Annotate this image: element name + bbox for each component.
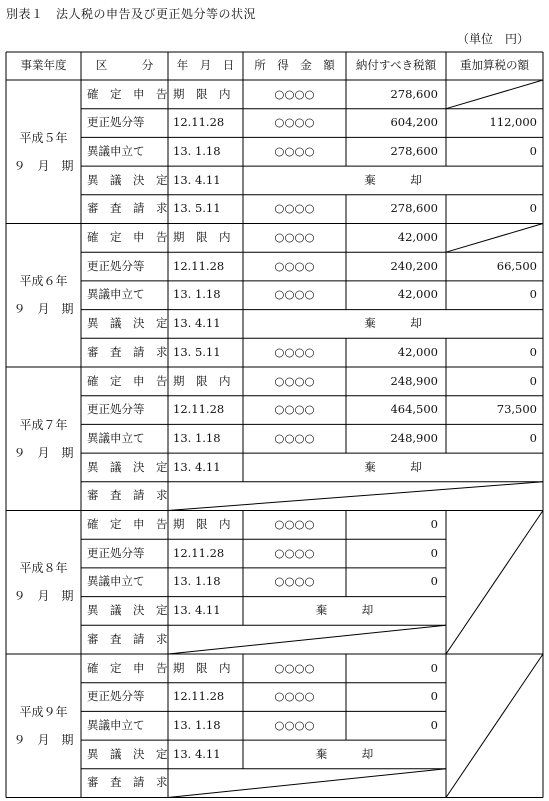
tax-cell: 0 (430, 545, 438, 560)
fiscal-period: ９ 月 期 (13, 732, 74, 747)
category-cell: 確 定 申 告 (87, 660, 168, 675)
date-cell: 13. 4.11 (173, 459, 221, 474)
tax-cell: 604,200 (390, 115, 438, 130)
date-cell: 期 限 内 (173, 660, 231, 675)
tax-cell: 42,000 (397, 230, 438, 245)
header-penalty: 重加算税の額 (460, 58, 529, 73)
category-cell: 異 議 決 定 (87, 603, 168, 618)
decision-cell: 棄 却 (315, 746, 374, 761)
date-cell: 12.11.28 (173, 402, 225, 417)
tax-cell: 0 (430, 517, 438, 532)
date-cell: 期 限 内 (173, 86, 231, 101)
date-cell: 13. 1.18 (173, 574, 221, 589)
rule-line (446, 80, 543, 109)
fiscal-period: ９ 月 期 (13, 589, 74, 604)
category-cell: 更正処分等 (87, 402, 145, 417)
date-cell: 13. 4.11 (173, 316, 221, 331)
fiscal-year: 平成７年 (19, 417, 68, 432)
date-cell: 13. 4.11 (173, 746, 221, 761)
tax-cell: 240,200 (390, 258, 438, 273)
category-cell: 異議申立て (87, 430, 145, 445)
fiscal-year: 平成９年 (19, 704, 68, 719)
date-cell: 期 限 内 (173, 373, 231, 388)
date-cell: 期 限 内 (173, 230, 231, 245)
income-cell: ○○○○ (274, 143, 315, 158)
tax-cell: 0 (430, 689, 438, 704)
income-cell: ○○○○ (274, 402, 315, 417)
category-cell: 異議申立て (87, 574, 145, 589)
date-cell: 13. 1.18 (173, 143, 221, 158)
category-cell: 更正処分等 (87, 689, 145, 704)
fiscal-period: ９ 月 期 (13, 158, 74, 173)
penalty-cell: 0 (529, 373, 537, 388)
fiscal-year-label (6, 224, 81, 368)
date-cell: 13. 1.18 (173, 717, 221, 732)
category-cell: 異議申立て (87, 717, 145, 732)
penalty-cell: 0 (529, 344, 537, 359)
rule-line (446, 511, 543, 655)
date-cell: 12.11.28 (173, 545, 225, 560)
date-cell: 12.11.28 (173, 115, 225, 130)
penalty-cell: 0 (529, 287, 537, 302)
category-cell: 確 定 申 告 (87, 373, 168, 388)
income-cell: ○○○○ (274, 717, 315, 732)
tax-cell: 42,000 (397, 344, 438, 359)
category-cell: 異議申立て (87, 143, 145, 158)
income-cell: ○○○○ (274, 574, 315, 589)
category-cell: 異議申立て (87, 287, 145, 302)
category-cell: 更正処分等 (87, 115, 145, 130)
penalty-cell: 73,500 (496, 402, 537, 417)
tax-cell: 278,600 (390, 86, 438, 101)
unit-label: （単位 円） (456, 32, 529, 46)
fiscal-period: ９ 月 期 (13, 445, 74, 460)
fiscal-year-label (6, 367, 81, 511)
fiscal-year-label (6, 511, 81, 655)
fiscal-year: 平成５年 (19, 130, 68, 145)
tax-cell: 0 (430, 717, 438, 732)
date-cell: 13. 1.18 (173, 287, 221, 302)
date-cell: 期 限 内 (173, 517, 231, 532)
decision-cell: 棄 却 (364, 459, 422, 474)
income-cell: ○○○○ (274, 86, 315, 101)
category-cell: 異 議 決 定 (87, 316, 168, 331)
table-caption: 別表１ 法人税の申告及び更正処分等の状況 (6, 7, 257, 21)
category-cell: 確 定 申 告 (87, 86, 168, 101)
rule-line (168, 769, 446, 798)
penalty-cell: 0 (529, 430, 537, 445)
date-cell: 12.11.28 (173, 258, 225, 273)
rule-line (446, 224, 543, 253)
category-cell: 更正処分等 (87, 545, 145, 560)
tax-cell: 278,600 (390, 143, 438, 158)
date-cell: 13. 4.11 (173, 172, 221, 187)
penalty-cell: 0 (529, 143, 537, 158)
category-cell: 更正処分等 (87, 258, 145, 273)
rule-line (168, 482, 543, 511)
penalty-cell: 112,000 (489, 115, 537, 130)
fiscal-year: 平成８年 (19, 561, 68, 576)
fiscal-period: ９ 月 期 (13, 302, 74, 317)
fiscal-year-label (6, 80, 81, 224)
decision-cell: 棄 却 (364, 316, 422, 331)
income-cell: ○○○○ (274, 201, 315, 216)
tax-cell: 464,500 (390, 402, 438, 417)
tax-cell: 0 (430, 660, 438, 675)
date-cell: 13. 4.11 (173, 603, 221, 618)
rule-line (446, 654, 543, 798)
fiscal-year-label (6, 654, 81, 798)
category-cell: 確 定 申 告 (87, 517, 168, 532)
income-cell: ○○○○ (274, 660, 315, 675)
header-income: 所 得 金 額 (254, 58, 335, 73)
tax-cell: 278,600 (390, 201, 438, 216)
category-cell: 審 査 請 求 (87, 631, 168, 646)
tax-cell: 248,900 (390, 373, 438, 388)
income-cell: ○○○○ (274, 373, 315, 388)
category-cell: 審 査 請 求 (87, 201, 168, 216)
category-cell: 確 定 申 告 (87, 230, 168, 245)
penalty-cell: 0 (529, 201, 537, 216)
date-cell: 13. 1.18 (173, 430, 221, 445)
fiscal-year: 平成６年 (19, 274, 68, 289)
rule-line (168, 625, 446, 654)
category-cell: 審 査 請 求 (87, 488, 168, 503)
income-cell: ○○○○ (274, 689, 315, 704)
income-cell: ○○○○ (274, 258, 315, 273)
income-cell: ○○○○ (274, 115, 315, 130)
tax-cell: 0 (430, 574, 438, 589)
income-cell: ○○○○ (274, 344, 315, 359)
decision-cell: 棄 却 (364, 172, 422, 187)
header-date: 年 月 日 (176, 58, 235, 73)
income-cell: ○○○○ (274, 517, 315, 532)
header-category: 区 分 (95, 58, 154, 73)
income-cell: ○○○○ (274, 287, 315, 302)
income-cell: ○○○○ (274, 230, 315, 245)
category-cell: 審 査 請 求 (87, 344, 168, 359)
category-cell: 異 議 決 定 (87, 172, 168, 187)
tax-cell: 248,900 (390, 430, 438, 445)
date-cell: 13. 5.11 (173, 344, 221, 359)
category-cell: 異 議 決 定 (87, 746, 168, 761)
penalty-cell: 66,500 (496, 258, 537, 273)
tax-cell: 42,000 (397, 287, 438, 302)
header-fiscal-year: 事業年度 (20, 58, 67, 73)
header-tax-due: 納付すべき税額 (355, 58, 437, 73)
date-cell: 12.11.28 (173, 689, 225, 704)
income-cell: ○○○○ (274, 430, 315, 445)
date-cell: 13. 5.11 (173, 201, 221, 216)
category-cell: 異 議 決 定 (87, 459, 168, 474)
decision-cell: 棄 却 (315, 603, 374, 618)
category-cell: 審 査 請 求 (87, 775, 168, 790)
income-cell: ○○○○ (274, 545, 315, 560)
